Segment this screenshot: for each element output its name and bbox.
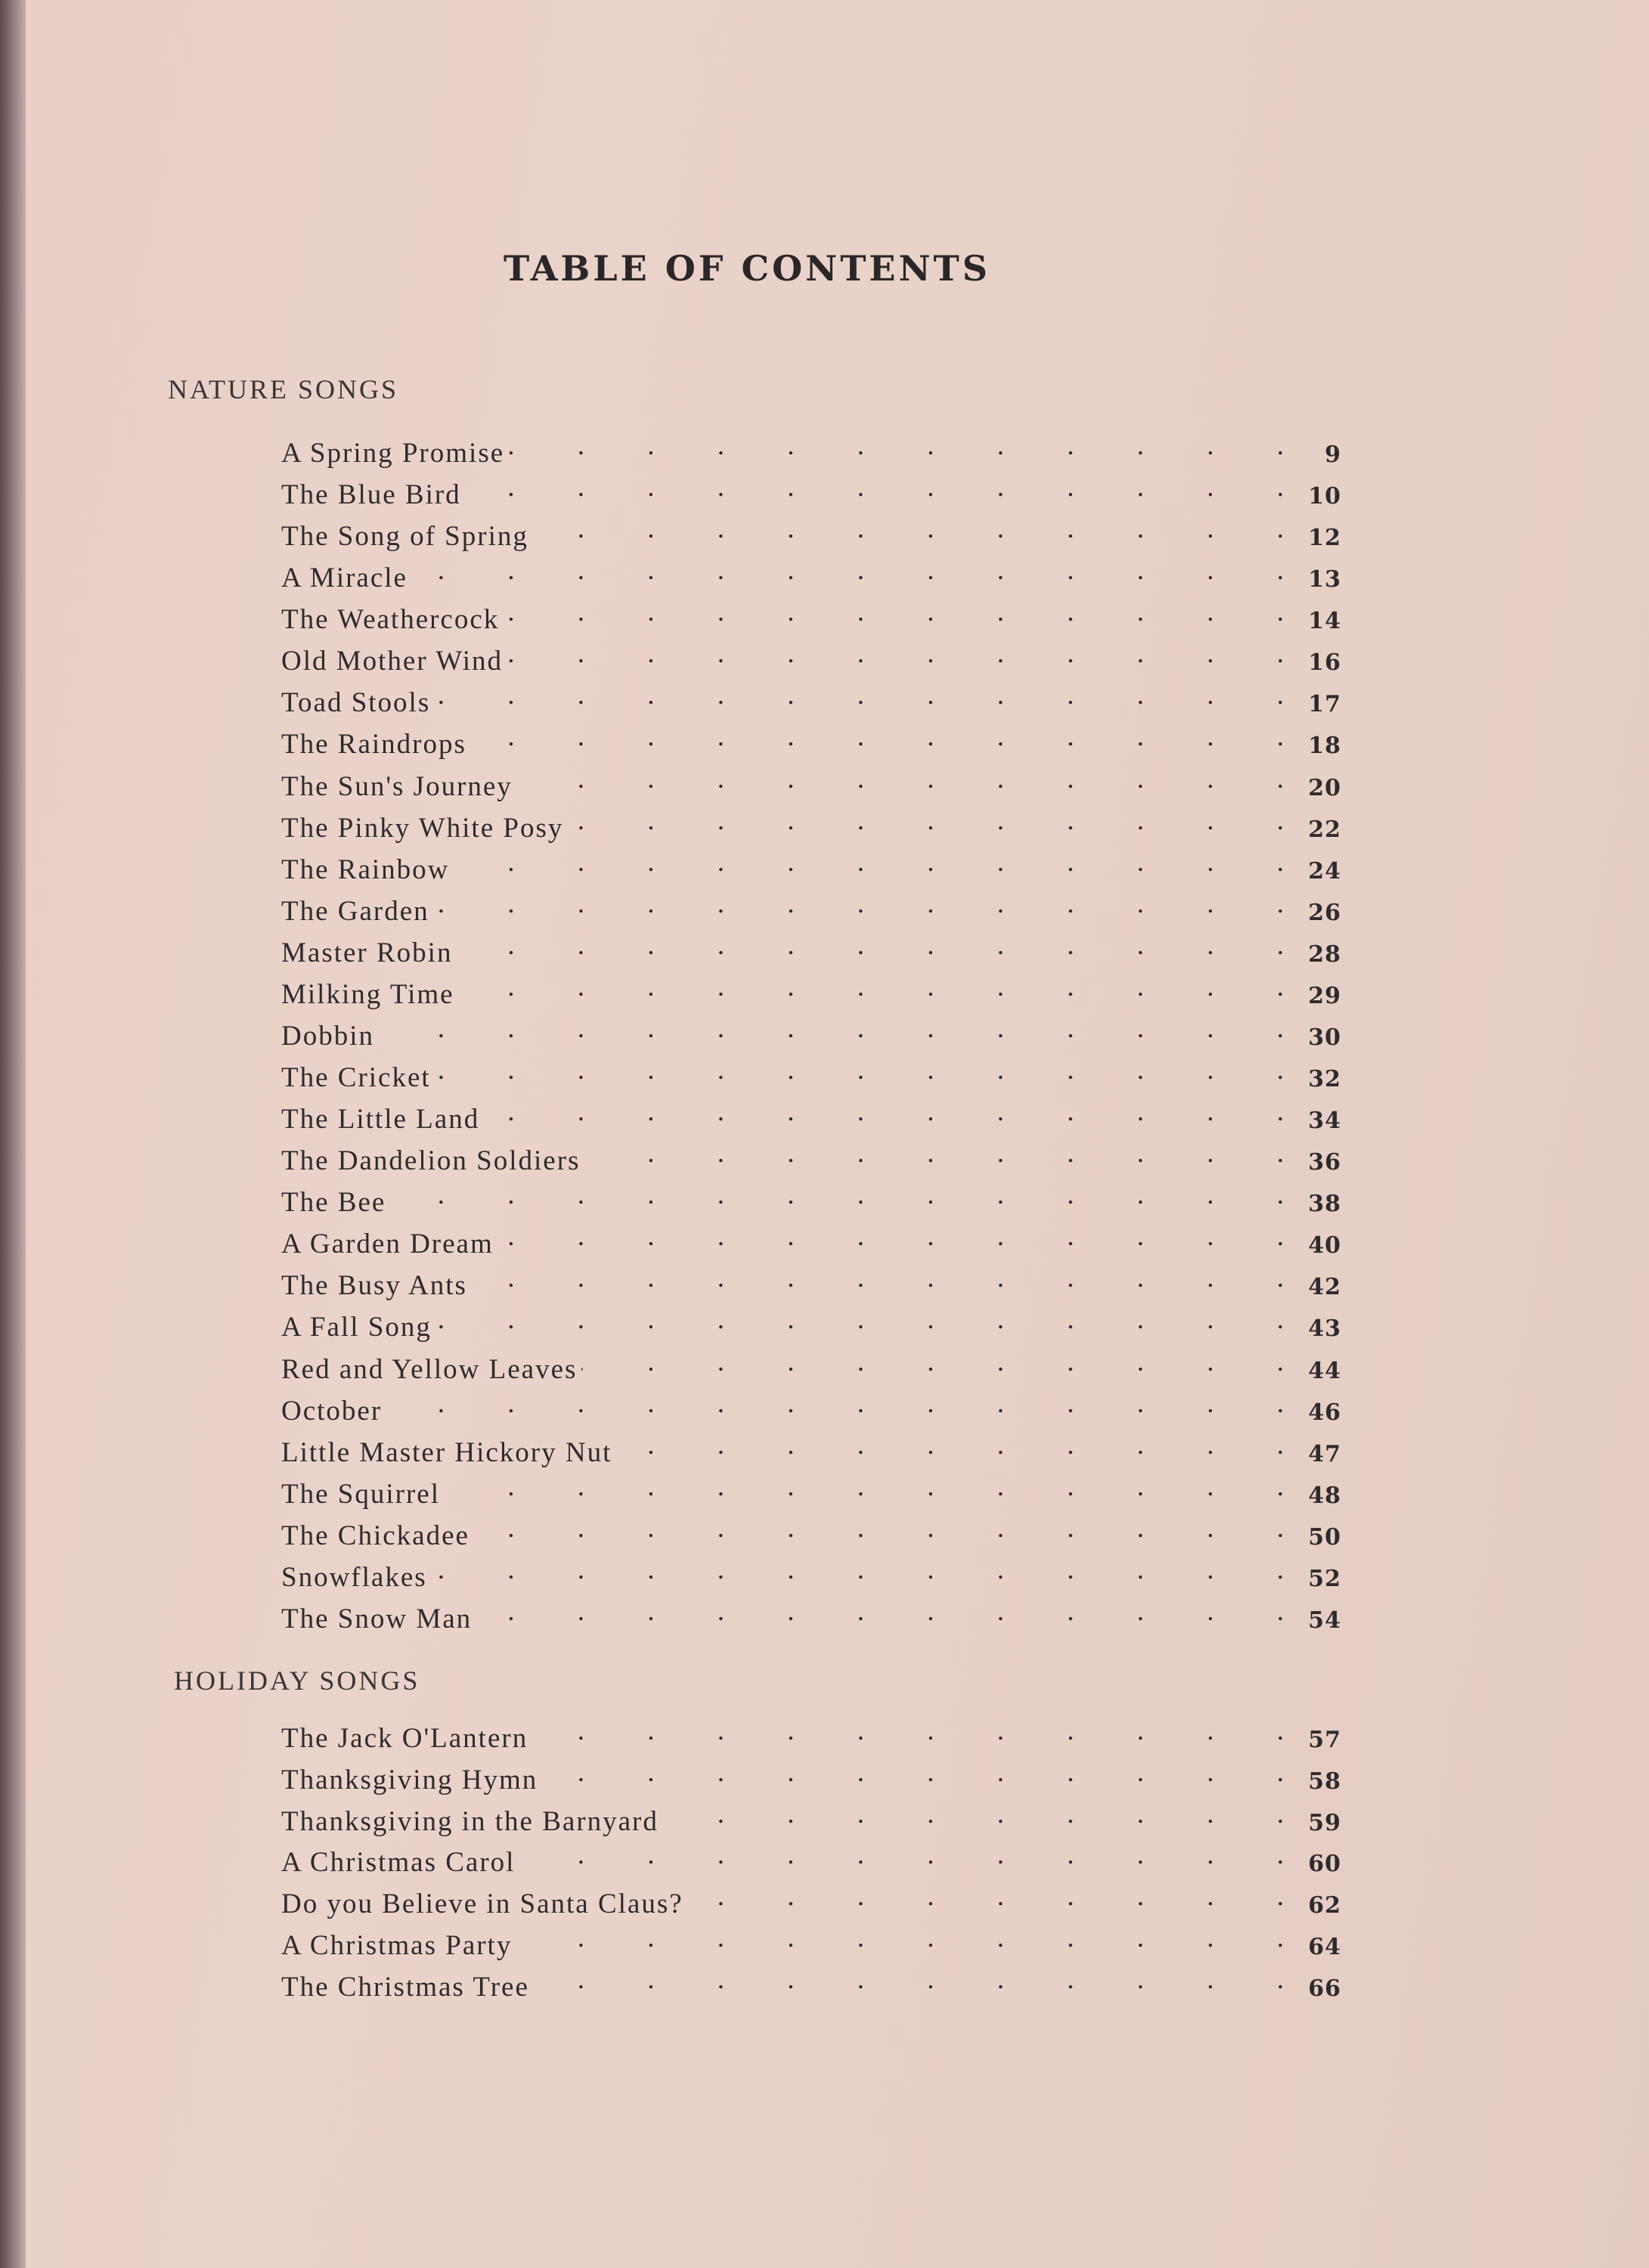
toc-entry — [281, 637, 1341, 677]
toc-entry — [281, 1756, 1341, 1796]
toc-entry-page-number: 64 — [1308, 1934, 1341, 1960]
toc-entry — [281, 1012, 1341, 1052]
toc-entry-title: October — [281, 1396, 383, 1427]
toc-entry — [281, 1220, 1341, 1259]
toc-entry — [281, 1595, 1341, 1634]
toc-entry — [281, 1262, 1341, 1301]
toc-entry-title: Snowflakes — [281, 1562, 427, 1593]
toc-entry-page-number: 14 — [1308, 608, 1341, 634]
dot-leader — [432, 1554, 1284, 1586]
toc-entry-title: A Christmas Carol — [281, 1847, 516, 1878]
dot-leader — [466, 471, 1284, 503]
toc-entry-page-number: 59 — [1308, 1810, 1341, 1836]
toc-entry-title: The Snow Man — [281, 1603, 473, 1634]
toc-entry — [281, 429, 1341, 469]
toc-entry — [281, 554, 1341, 593]
toc-entry-page-number: 52 — [1308, 1566, 1341, 1592]
toc-entry-page-number: 54 — [1308, 1607, 1341, 1634]
toc-entry-title: Dobbin — [281, 1021, 374, 1052]
toc-entry-page-number: 13 — [1308, 566, 1341, 593]
dot-leader — [476, 1595, 1284, 1628]
toc-entry-page-number: 34 — [1308, 1108, 1341, 1134]
dot-leader — [457, 929, 1284, 962]
toc-entry-page-number: 20 — [1308, 775, 1341, 801]
toc-entry-page-number: 50 — [1308, 1524, 1341, 1551]
toc-entry — [281, 929, 1341, 968]
dot-leader — [504, 596, 1284, 628]
toc-entry-title: A Spring Promise — [281, 438, 505, 469]
toc-entry — [281, 1512, 1341, 1551]
toc-entry-page-number: 18 — [1308, 733, 1341, 759]
toc-entry-title: A Miracle — [281, 562, 408, 593]
toc-entry — [281, 846, 1341, 885]
toc-entry — [281, 1054, 1341, 1093]
dot-leader — [533, 513, 1284, 545]
dot-leader — [445, 1470, 1284, 1503]
toc-entry — [281, 1880, 1341, 1919]
dot-leader — [436, 1303, 1284, 1336]
toc-entry-title: The Jack O'Lantern — [281, 1723, 528, 1754]
toc-entry — [281, 1798, 1341, 1837]
dot-leader — [435, 679, 1284, 711]
dot-leader — [507, 637, 1284, 670]
toc-entry-page-number: 28 — [1308, 941, 1341, 968]
toc-entry-title: The Little Land — [281, 1104, 480, 1135]
toc-entry — [281, 804, 1341, 844]
dot-leader — [434, 888, 1284, 920]
dot-leader — [435, 1054, 1284, 1086]
toc-entry-page-number: 46 — [1308, 1399, 1341, 1426]
toc-entry-title: Red and Yellow Leaves — [281, 1354, 578, 1385]
dot-leader — [459, 971, 1284, 1003]
dot-leader — [581, 1346, 1284, 1378]
toc-entry-page-number: 66 — [1308, 1975, 1341, 2002]
section-heading-holiday: HOLIDAY SONGS — [174, 1665, 420, 1696]
toc-entry-title: The Song of Spring — [281, 521, 528, 552]
toc-entry-title: Milking Time — [281, 979, 454, 1010]
toc-entry-title: The Garden — [281, 896, 429, 927]
toc-entry-title: Master Robin — [281, 937, 453, 968]
toc-entry-page-number: 22 — [1308, 816, 1341, 843]
toc-entry-title: Toad Stools — [281, 687, 431, 718]
section-heading-nature: NATURE SONGS — [168, 374, 399, 404]
dot-leader — [454, 846, 1284, 878]
toc-entry — [281, 1095, 1341, 1135]
toc-entry-title: A Fall Song — [281, 1312, 432, 1343]
toc-entry-page-number: 12 — [1308, 525, 1341, 551]
toc-entry — [281, 471, 1341, 510]
toc-entry-title: The Busy Ants — [281, 1270, 467, 1301]
toc-entry — [281, 1179, 1341, 1218]
toc-entry-title: Thanksgiving Hymn — [281, 1765, 538, 1796]
toc-entry-page-number: 36 — [1308, 1149, 1341, 1176]
dot-leader — [688, 1880, 1284, 1913]
toc-entry-title: The Chickadee — [281, 1520, 470, 1551]
dot-leader — [412, 554, 1284, 587]
toc-entry-title: The Weathercock — [281, 604, 500, 635]
toc-entry-page-number: 47 — [1308, 1441, 1341, 1467]
toc-entry — [281, 596, 1341, 635]
dot-leader — [584, 1137, 1284, 1170]
toc-entry-title: The Sun's Journey — [281, 771, 513, 802]
dot-leader — [472, 1262, 1284, 1294]
toc-entry-title: The Dandelion Soldiers — [281, 1145, 581, 1176]
toc-entry-page-number: 42 — [1308, 1274, 1341, 1300]
toc-entry-page-number: 48 — [1308, 1483, 1341, 1509]
dot-leader — [509, 429, 1284, 462]
toc-entry — [281, 679, 1341, 718]
toc-entry-page-number: 29 — [1308, 983, 1341, 1009]
dot-leader — [484, 1095, 1284, 1128]
dot-leader — [519, 1839, 1284, 1871]
toc-entry-title: Do you Believe in Santa Claus? — [281, 1888, 683, 1919]
dot-leader — [498, 1220, 1284, 1253]
toc-entry-page-number: 44 — [1308, 1358, 1341, 1384]
toc-entry — [281, 763, 1341, 802]
page-title: TABLE OF CONTENTS — [504, 248, 990, 289]
toc-entry-title: The Bee — [281, 1187, 386, 1218]
dot-leader — [568, 804, 1284, 837]
dot-leader — [616, 1429, 1284, 1461]
toc-entry-page-number: 9 — [1325, 442, 1341, 468]
dot-leader — [516, 1922, 1284, 1954]
dot-leader — [379, 1012, 1284, 1045]
toc-entry — [281, 1303, 1341, 1343]
toc-entry-page-number: 16 — [1308, 649, 1341, 676]
toc-entry — [281, 1429, 1341, 1468]
toc-entry-page-number: 10 — [1308, 483, 1341, 510]
toc-entry-title: A Garden Dream — [281, 1228, 494, 1259]
toc-entry-title: The Pinky White Posy — [281, 813, 564, 844]
toc-entry-title: The Cricket — [281, 1062, 431, 1093]
toc-entry — [281, 888, 1341, 927]
toc-entry-page-number: 58 — [1308, 1768, 1341, 1795]
toc-entry-title: The Christmas Tree — [281, 1972, 529, 2003]
dot-leader — [390, 1179, 1284, 1211]
dot-leader — [386, 1387, 1284, 1420]
toc-entry-title: The Rainbow — [281, 854, 450, 885]
toc-entry-page-number: 30 — [1308, 1024, 1341, 1051]
toc-entry — [281, 1715, 1341, 1754]
toc-entry — [281, 1346, 1341, 1385]
toc-entry-page-number: 40 — [1308, 1232, 1341, 1259]
toc-entry — [281, 1554, 1341, 1593]
toc-entry — [281, 513, 1341, 552]
toc-entry-title: A Christmas Party — [281, 1930, 513, 1961]
toc-entry-title: Old Mother Wind — [281, 646, 503, 677]
toc-entry — [281, 1839, 1341, 1878]
dot-leader — [663, 1798, 1284, 1830]
toc-entry-page-number: 17 — [1308, 691, 1341, 717]
dot-leader — [534, 1963, 1284, 1996]
toc-entry-title: The Blue Bird — [281, 479, 461, 510]
toc-entry-page-number: 32 — [1308, 1066, 1341, 1092]
toc-entry-title: The Squirrel — [281, 1479, 440, 1510]
toc-entry — [281, 1137, 1341, 1176]
toc-entry-title: Thanksgiving in the Barnyard — [281, 1806, 659, 1837]
dot-leader — [532, 1715, 1284, 1747]
toc-entry-title: The Raindrops — [281, 729, 466, 760]
toc-entry — [281, 720, 1341, 760]
dot-leader — [517, 763, 1284, 795]
toc-entry-page-number: 24 — [1308, 858, 1341, 885]
toc-entry — [281, 1922, 1341, 1961]
toc-entry-page-number: 60 — [1308, 1851, 1341, 1877]
toc-entry — [281, 1963, 1341, 2003]
toc-entry — [281, 1470, 1341, 1510]
toc-entry-page-number: 57 — [1308, 1727, 1341, 1753]
toc-entry-page-number: 38 — [1308, 1191, 1341, 1217]
toc-entry-page-number: 43 — [1308, 1315, 1341, 1342]
toc-entry — [281, 971, 1341, 1010]
toc-entry — [281, 1387, 1341, 1427]
toc-entry-title: Little Master Hickory Nut — [281, 1437, 612, 1468]
dot-leader — [471, 720, 1284, 753]
dot-leader — [474, 1512, 1284, 1545]
dot-leader — [542, 1756, 1284, 1789]
toc-entry-page-number: 62 — [1308, 1892, 1341, 1919]
toc-entry-page-number: 26 — [1308, 900, 1341, 926]
